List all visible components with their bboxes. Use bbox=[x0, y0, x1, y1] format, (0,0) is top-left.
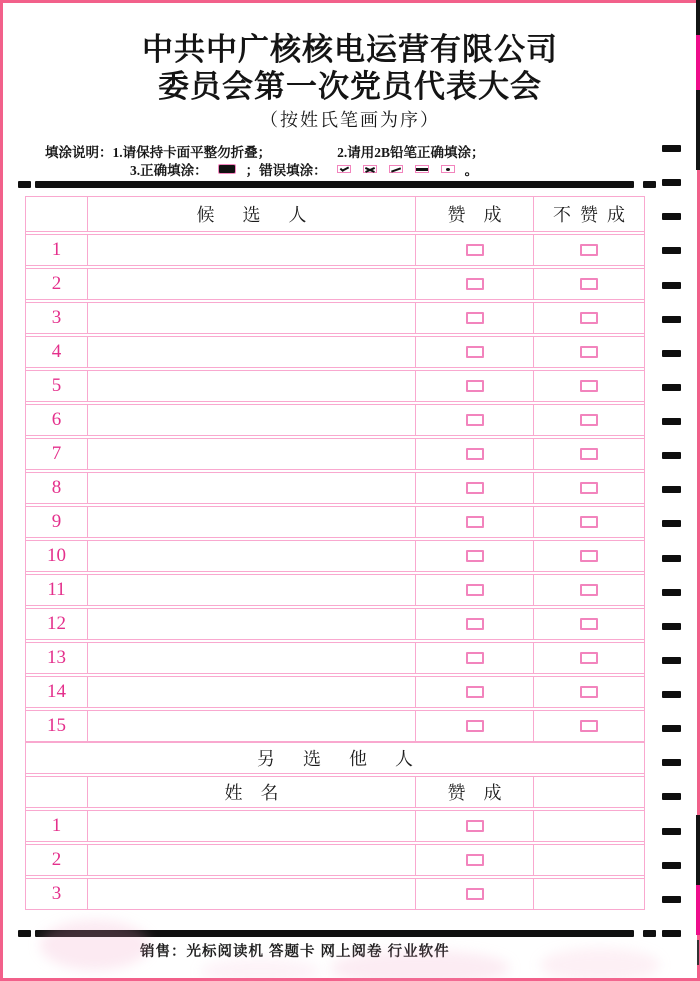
row-number: 3 bbox=[26, 303, 88, 333]
timing-mark bbox=[662, 179, 681, 186]
approve-cell[interactable] bbox=[416, 811, 534, 841]
approve-bubble[interactable] bbox=[466, 584, 484, 596]
row-number: 14 bbox=[26, 677, 88, 707]
page-title-line2: 委员会第一次党员代表大会 bbox=[158, 69, 542, 104]
write-in-rows bbox=[26, 810, 644, 910]
table-row bbox=[26, 370, 644, 402]
cross-mark-icon bbox=[363, 165, 377, 173]
disapprove-cell[interactable] bbox=[534, 541, 644, 571]
instruction-item1: 1.请保持卡面平整勿折叠； bbox=[112, 145, 272, 160]
approve-cell[interactable] bbox=[416, 879, 534, 909]
write-in-name-cell[interactable] bbox=[88, 879, 416, 909]
table-row bbox=[26, 608, 644, 640]
write-in-row bbox=[26, 810, 644, 842]
top-bar-main-segment bbox=[35, 181, 634, 188]
approve-bubble[interactable] bbox=[466, 686, 484, 698]
edge-mark bbox=[696, 885, 700, 935]
approve-cell[interactable] bbox=[416, 507, 534, 537]
sales-footer-text: 销售：光标阅读机 答题卡 网上阅卷 行业软件 bbox=[140, 944, 450, 960]
number-column-header bbox=[26, 197, 88, 231]
timing-mark bbox=[662, 282, 681, 289]
disapprove-bubble[interactable] bbox=[580, 312, 598, 324]
row-number: 9 bbox=[26, 507, 88, 537]
row-number: 6 bbox=[26, 405, 88, 435]
row-number: 3 bbox=[26, 879, 88, 909]
disapprove-cell[interactable] bbox=[534, 609, 644, 639]
approve-bubble[interactable] bbox=[466, 448, 484, 460]
approve-cell[interactable] bbox=[416, 269, 534, 299]
table-row bbox=[26, 302, 644, 334]
approve-cell[interactable] bbox=[416, 303, 534, 333]
disapprove-bubble[interactable] bbox=[580, 414, 598, 426]
thick-line-mark-icon bbox=[415, 165, 429, 173]
approve-bubble[interactable] bbox=[466, 482, 484, 494]
disapprove-cell[interactable] bbox=[534, 303, 644, 333]
approve-cell[interactable] bbox=[416, 439, 534, 469]
disapprove-cell[interactable] bbox=[534, 269, 644, 299]
page-subtitle: （按姓氏笔画为序） bbox=[260, 110, 440, 130]
correct-fill-example-icon bbox=[218, 164, 236, 174]
timing-mark bbox=[662, 486, 681, 493]
candidate-name-cell[interactable] bbox=[88, 405, 416, 435]
candidate-name-cell[interactable] bbox=[88, 303, 416, 333]
timing-mark bbox=[662, 418, 681, 425]
ballot-header-row bbox=[26, 196, 644, 232]
candidate-name-cell[interactable] bbox=[88, 473, 416, 503]
write-in-name-cell[interactable] bbox=[88, 811, 416, 841]
approve-cell[interactable] bbox=[416, 337, 534, 367]
approve-bubble[interactable] bbox=[466, 888, 484, 900]
disapprove-cell[interactable] bbox=[534, 643, 644, 673]
candidate-name-cell[interactable] bbox=[88, 677, 416, 707]
timing-mark bbox=[662, 145, 681, 152]
edge-mark bbox=[696, 90, 700, 170]
candidate-column-header: 候选人 bbox=[196, 205, 335, 225]
disapprove-bubble[interactable] bbox=[580, 448, 598, 460]
disapprove-cell[interactable] bbox=[534, 371, 644, 401]
candidate-name-cell[interactable] bbox=[88, 541, 416, 571]
write-in-number-column-header bbox=[26, 777, 88, 807]
candidate-name-cell[interactable] bbox=[88, 269, 416, 299]
candidate-name-cell[interactable] bbox=[88, 711, 416, 741]
bottom-bar-right-segment bbox=[643, 930, 656, 937]
write-in-name-cell[interactable] bbox=[88, 845, 416, 875]
disapprove-bubble[interactable] bbox=[580, 618, 598, 630]
empty-cell bbox=[534, 845, 644, 875]
candidate-name-cell[interactable] bbox=[88, 575, 416, 605]
timing-mark bbox=[662, 623, 681, 630]
table-row bbox=[26, 336, 644, 368]
row-number: 13 bbox=[26, 643, 88, 673]
timing-mark bbox=[662, 828, 681, 835]
approve-bubble[interactable] bbox=[466, 652, 484, 664]
approve-bubble[interactable] bbox=[466, 380, 484, 392]
row-number: 11 bbox=[26, 575, 88, 605]
timing-mark bbox=[662, 793, 681, 800]
timing-mark bbox=[662, 759, 681, 766]
disapprove-bubble[interactable] bbox=[580, 346, 598, 358]
top-bar-right-segment bbox=[643, 181, 656, 188]
ballot-table bbox=[25, 196, 645, 910]
disapprove-bubble[interactable] bbox=[580, 550, 598, 562]
approve-cell[interactable] bbox=[416, 711, 534, 741]
timing-mark bbox=[662, 452, 681, 459]
disapprove-cell[interactable] bbox=[534, 337, 644, 367]
timing-mark bbox=[662, 555, 681, 562]
edge-mark bbox=[696, 35, 700, 90]
table-row bbox=[26, 404, 644, 436]
candidate-name-cell[interactable] bbox=[88, 609, 416, 639]
disapprove-bubble[interactable] bbox=[580, 278, 598, 290]
fill-instructions-line1 bbox=[45, 141, 485, 161]
timing-mark bbox=[662, 520, 681, 527]
candidate-name-cell[interactable] bbox=[88, 643, 416, 673]
timing-mark bbox=[662, 213, 681, 220]
table-row bbox=[26, 676, 644, 708]
row-number: 1 bbox=[26, 811, 88, 841]
instruction-item2: 2.请用2B铅笔正确填涂； bbox=[337, 145, 485, 160]
table-row bbox=[26, 234, 644, 266]
table-row bbox=[26, 574, 644, 606]
write-in-approve-column-header: 赞成 bbox=[447, 783, 520, 803]
approve-cell[interactable] bbox=[416, 405, 534, 435]
row-number: 7 bbox=[26, 439, 88, 469]
timing-mark bbox=[662, 316, 681, 323]
timing-mark bbox=[662, 691, 681, 698]
approve-cell[interactable] bbox=[416, 643, 534, 673]
disapprove-bubble[interactable] bbox=[580, 516, 598, 528]
instruction-item3-label: 3.正确填涂： bbox=[130, 163, 208, 178]
disapprove-cell[interactable] bbox=[534, 439, 644, 469]
disapprove-column-header: 不赞成 bbox=[553, 205, 634, 225]
row-number: 10 bbox=[26, 541, 88, 571]
disapprove-cell[interactable] bbox=[534, 507, 644, 537]
bottom-bar-left-segment bbox=[18, 930, 31, 937]
candidate-name-cell[interactable] bbox=[88, 337, 416, 367]
candidate-name-cell[interactable] bbox=[88, 371, 416, 401]
table-row bbox=[26, 642, 644, 674]
timing-mark bbox=[662, 896, 681, 903]
row-number: 15 bbox=[26, 711, 88, 741]
disapprove-cell[interactable] bbox=[534, 711, 644, 741]
timing-mark bbox=[662, 589, 681, 596]
edge-mark bbox=[696, 0, 700, 35]
write-in-section-title: 另选他人 bbox=[257, 749, 441, 769]
write-in-row bbox=[26, 844, 644, 876]
disapprove-bubble[interactable] bbox=[580, 720, 598, 732]
watermark-blob bbox=[200, 958, 320, 981]
approve-bubble[interactable] bbox=[466, 346, 484, 358]
approve-bubble[interactable] bbox=[466, 720, 484, 732]
approve-bubble[interactable] bbox=[466, 516, 484, 528]
timing-mark bbox=[662, 350, 681, 357]
approve-cell[interactable] bbox=[416, 609, 534, 639]
approve-cell[interactable] bbox=[416, 541, 534, 571]
name-column-header: 姓名 bbox=[224, 783, 297, 803]
instructions-period: 。 bbox=[464, 163, 479, 178]
disapprove-bubble[interactable] bbox=[580, 584, 598, 596]
row-number: 8 bbox=[26, 473, 88, 503]
approve-cell[interactable] bbox=[416, 845, 534, 875]
fill-instructions-line2 bbox=[130, 159, 478, 179]
approve-bubble[interactable] bbox=[466, 312, 484, 324]
approve-cell[interactable] bbox=[416, 575, 534, 605]
write-in-section-row bbox=[26, 742, 644, 774]
disapprove-cell[interactable] bbox=[534, 473, 644, 503]
table-row bbox=[26, 438, 644, 470]
check-mark-icon bbox=[337, 165, 351, 173]
instructions-label: 填涂说明： bbox=[45, 145, 113, 160]
candidate-name-cell[interactable] bbox=[88, 507, 416, 537]
approve-bubble[interactable] bbox=[466, 854, 484, 866]
table-row bbox=[26, 506, 644, 538]
timing-mark bbox=[662, 725, 681, 732]
timing-mark bbox=[662, 657, 681, 664]
edge-mark bbox=[697, 940, 699, 965]
write-in-row bbox=[26, 878, 644, 910]
dot-mark-icon bbox=[441, 165, 455, 173]
disapprove-bubble[interactable] bbox=[580, 244, 598, 256]
disapprove-bubble[interactable] bbox=[580, 482, 598, 494]
approve-bubble[interactable] bbox=[466, 820, 484, 832]
disapprove-bubble[interactable] bbox=[580, 380, 598, 392]
table-row bbox=[26, 268, 644, 300]
candidate-name-cell[interactable] bbox=[88, 235, 416, 265]
wrong-fill-examples bbox=[337, 165, 455, 173]
row-number: 5 bbox=[26, 371, 88, 401]
wrong-fill-label: ；错误填涂： bbox=[245, 163, 327, 178]
row-number: 4 bbox=[26, 337, 88, 367]
approve-cell[interactable] bbox=[416, 235, 534, 265]
row-number: 2 bbox=[26, 845, 88, 875]
approve-bubble[interactable] bbox=[466, 278, 484, 290]
table-row bbox=[26, 710, 644, 742]
row-number: 1 bbox=[26, 235, 88, 265]
approve-cell[interactable] bbox=[416, 371, 534, 401]
empty-cell bbox=[534, 879, 644, 909]
timing-mark bbox=[662, 862, 681, 869]
timing-mark bbox=[662, 247, 681, 254]
disapprove-cell[interactable] bbox=[534, 575, 644, 605]
approve-bubble[interactable] bbox=[466, 414, 484, 426]
watermark-blob bbox=[40, 920, 150, 970]
candidate-name-cell[interactable] bbox=[88, 439, 416, 469]
approve-cell[interactable] bbox=[416, 473, 534, 503]
table-row bbox=[26, 472, 644, 504]
approve-bubble[interactable] bbox=[466, 550, 484, 562]
table-row bbox=[26, 540, 644, 572]
slash-mark-icon bbox=[389, 165, 403, 173]
timing-mark bbox=[662, 384, 681, 391]
disapprove-bubble[interactable] bbox=[580, 686, 598, 698]
write-in-empty-column-header bbox=[534, 777, 644, 807]
bottom-bar-main-segment bbox=[35, 930, 634, 937]
approve-bubble[interactable] bbox=[466, 244, 484, 256]
disapprove-cell[interactable] bbox=[534, 405, 644, 435]
disapprove-cell[interactable] bbox=[534, 235, 644, 265]
page-title-line1: 中共中广核核电运营有限公司 bbox=[142, 32, 558, 67]
approve-bubble[interactable] bbox=[466, 618, 484, 630]
approve-column-header: 赞成 bbox=[447, 205, 520, 225]
write-in-header-row bbox=[26, 776, 644, 808]
empty-cell bbox=[534, 811, 644, 841]
edge-mark bbox=[696, 815, 700, 885]
row-number: 2 bbox=[26, 269, 88, 299]
approve-cell[interactable] bbox=[416, 677, 534, 707]
timing-mark bbox=[662, 930, 681, 937]
disapprove-cell[interactable] bbox=[534, 677, 644, 707]
watermark-blob bbox=[540, 948, 660, 981]
top-bar-left-segment bbox=[18, 181, 31, 188]
ballot-rows bbox=[26, 234, 644, 742]
row-number: 12 bbox=[26, 609, 88, 639]
disapprove-bubble[interactable] bbox=[580, 652, 598, 664]
